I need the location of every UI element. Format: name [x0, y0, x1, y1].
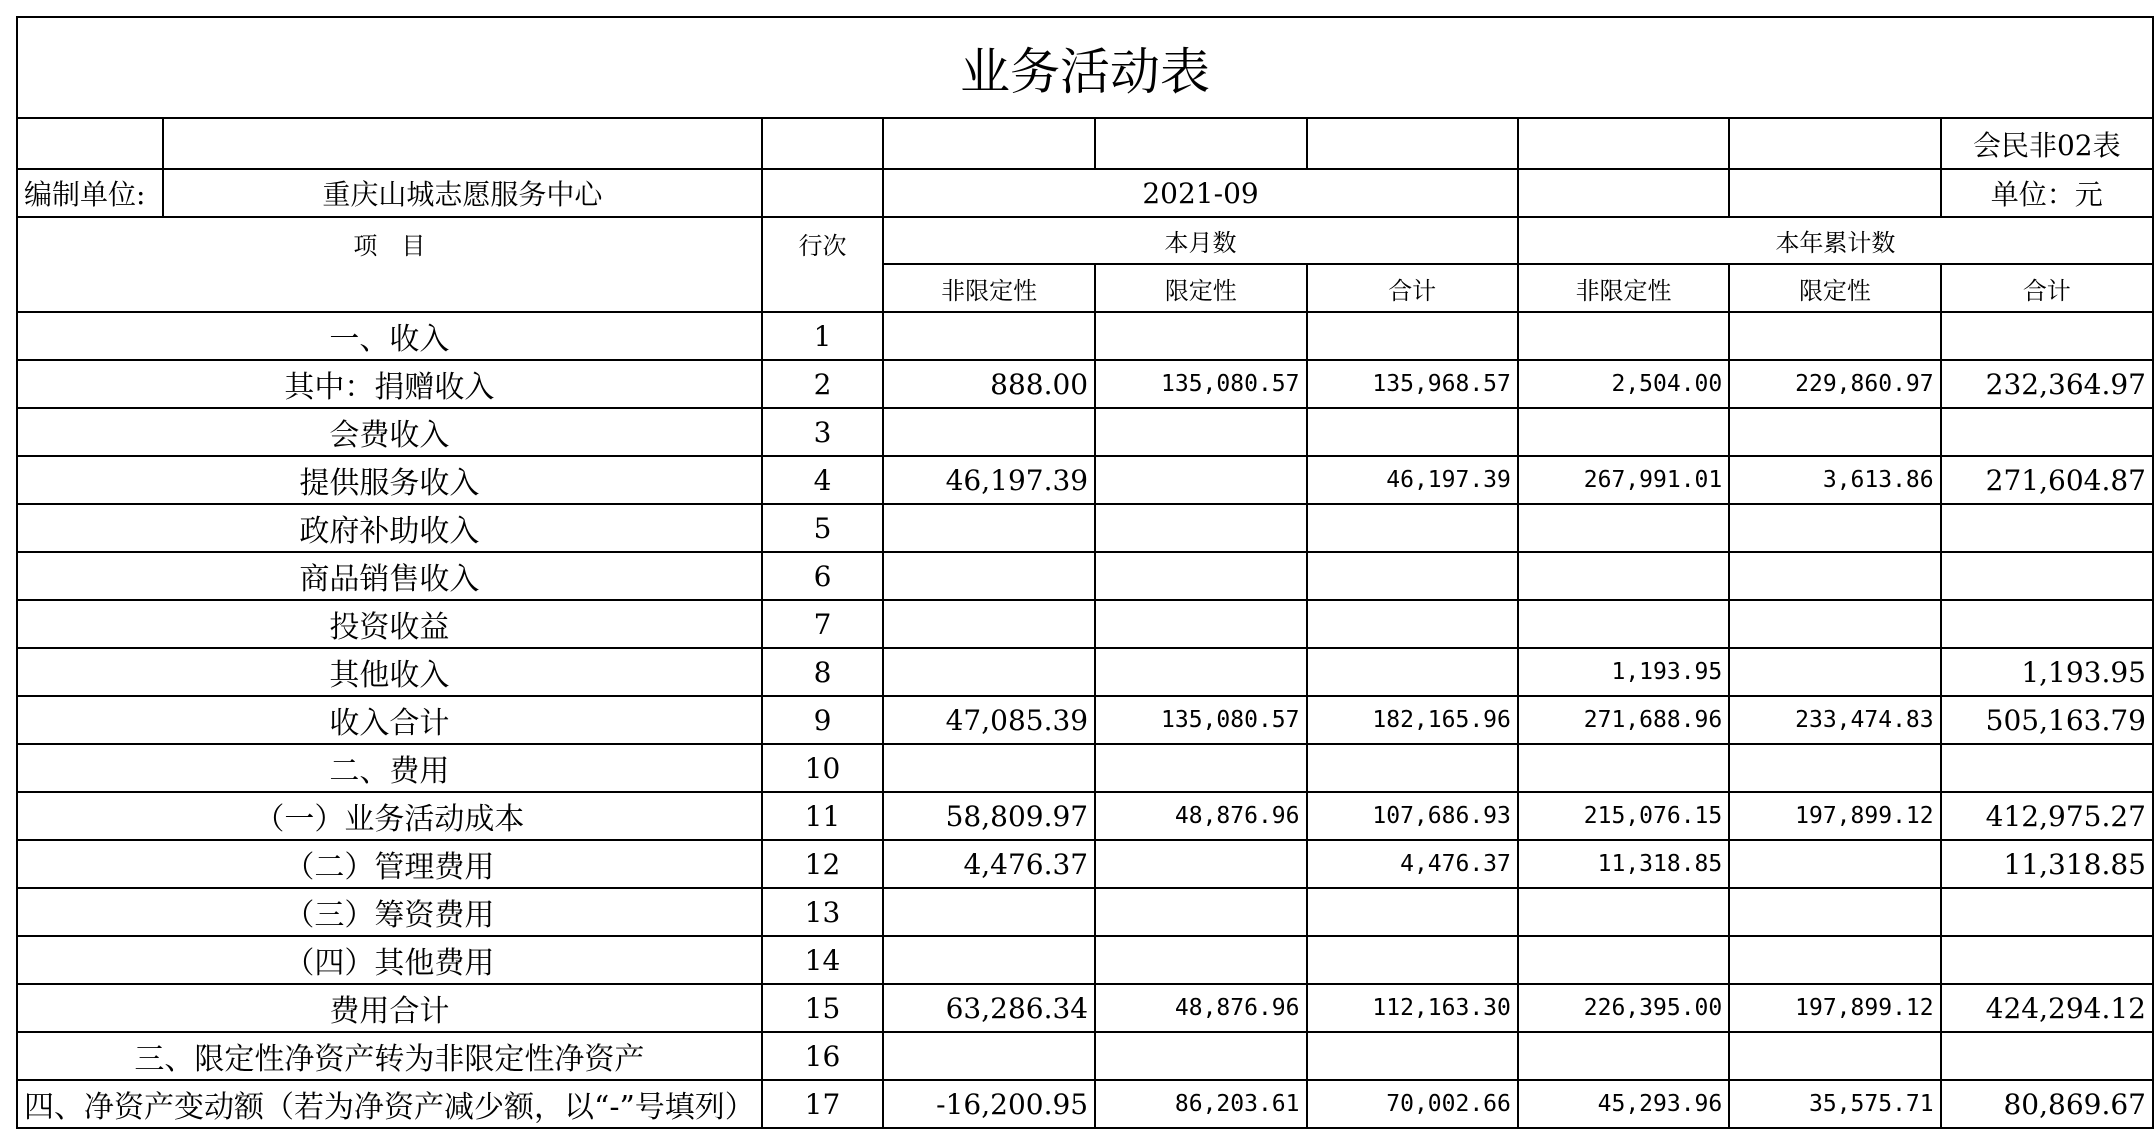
month-restricted-value — [1095, 552, 1306, 600]
month-total-value — [1307, 1032, 1518, 1080]
year-total-value: 232,364.97 — [1941, 360, 2153, 408]
blank-cell — [762, 118, 883, 169]
month-restricted-value: 135,080.57 — [1095, 696, 1306, 744]
year-restricted-value: 197,899.12 — [1729, 984, 1940, 1032]
year-restricted-value — [1729, 312, 1940, 360]
year-restricted-value: 197,899.12 — [1729, 792, 1940, 840]
blank-cell — [1095, 118, 1306, 169]
year-restricted-value: 35,575.71 — [1729, 1080, 1940, 1128]
month-unrestricted-value — [883, 504, 1095, 552]
month-unrestricted-value — [883, 648, 1095, 696]
row-item-label: （三）筹资费用 — [17, 888, 762, 936]
month-total-value — [1307, 648, 1518, 696]
table-row — [17, 408, 2153, 456]
table-row — [17, 696, 2153, 744]
year-total-value — [1941, 600, 2153, 648]
row-item-label: 其他收入 — [17, 648, 762, 696]
year-unrestricted-value — [1518, 552, 1729, 600]
table-row — [17, 360, 2153, 408]
blank-cell — [1729, 169, 1940, 217]
table-row — [17, 312, 2153, 360]
row-number: 3 — [762, 408, 883, 456]
month-unrestricted-value: 58,809.97 — [883, 792, 1095, 840]
row-number: 2 — [762, 360, 883, 408]
header-month-restricted: 限定性 — [1095, 264, 1306, 312]
row-number: 7 — [762, 600, 883, 648]
row-item-label: 四、净资产变动额（若为净资产减少额，以“-”号填列） — [17, 1080, 762, 1128]
row-number: 12 — [762, 840, 883, 888]
year-unrestricted-value — [1518, 744, 1729, 792]
row-item-label: 其中：捐赠收入 — [17, 360, 762, 408]
month-unrestricted-value: 4,476.37 — [883, 840, 1095, 888]
row-item-label: 提供服务收入 — [17, 456, 762, 504]
table-row — [17, 840, 2153, 888]
table-row — [17, 888, 2153, 936]
year-restricted-value: 3,613.86 — [1729, 456, 1940, 504]
year-total-value: 412,975.27 — [1941, 792, 2153, 840]
year-total-value: 1,193.95 — [1941, 648, 2153, 696]
year-unrestricted-value: 215,076.15 — [1518, 792, 1729, 840]
row-item-label: 一、收入 — [17, 312, 762, 360]
month-restricted-value — [1095, 408, 1306, 456]
month-unrestricted-value — [883, 888, 1095, 936]
year-restricted-value — [1729, 744, 1940, 792]
month-restricted-value: 48,876.96 — [1095, 792, 1306, 840]
table-row — [17, 984, 2153, 1032]
header-year-restricted: 限定性 — [1729, 264, 1940, 312]
month-unrestricted-value — [883, 936, 1095, 984]
row-item-label: （一）业务活动成本 — [17, 792, 762, 840]
row-number: 16 — [762, 1032, 883, 1080]
year-unrestricted-value — [1518, 936, 1729, 984]
table-row — [17, 792, 2153, 840]
month-unrestricted-value — [883, 600, 1095, 648]
header-year-unrestricted: 非限定性 — [1518, 264, 1729, 312]
header-this-month: 本月数 — [883, 217, 1518, 264]
row-number: 1 — [762, 312, 883, 360]
year-unrestricted-value: 2,504.00 — [1518, 360, 1729, 408]
row-item-label: 商品销售收入 — [17, 552, 762, 600]
month-unrestricted-value: 47,085.39 — [883, 696, 1095, 744]
year-unrestricted-value: 11,318.85 — [1518, 840, 1729, 888]
table-row — [17, 504, 2153, 552]
month-total-value — [1307, 504, 1518, 552]
month-unrestricted-value — [883, 744, 1095, 792]
year-unrestricted-value — [1518, 1032, 1729, 1080]
row-number: 4 — [762, 456, 883, 504]
blank-cell — [17, 118, 163, 169]
row-number: 5 — [762, 504, 883, 552]
row-item-label: 政府补助收入 — [17, 504, 762, 552]
month-restricted-value — [1095, 504, 1306, 552]
month-unrestricted-value — [883, 408, 1095, 456]
blank-cell — [163, 118, 762, 169]
row-item-label: 收入合计 — [17, 696, 762, 744]
month-total-value — [1307, 600, 1518, 648]
month-restricted-value — [1095, 600, 1306, 648]
month-total-value: 4,476.37 — [1307, 840, 1518, 888]
header-item: 项 目 — [17, 217, 762, 312]
year-total-value: 80,869.67 — [1941, 1080, 2153, 1128]
month-total-value — [1307, 408, 1518, 456]
header-month-total: 合计 — [1307, 264, 1518, 312]
row-item-label: 二、费用 — [17, 744, 762, 792]
row-number: 13 — [762, 888, 883, 936]
month-unrestricted-value — [883, 1032, 1095, 1080]
row-item-label: 会费收入 — [17, 408, 762, 456]
year-total-value: 424,294.12 — [1941, 984, 2153, 1032]
row-number: 6 — [762, 552, 883, 600]
org-name: 重庆山城志愿服务中心 — [163, 169, 762, 217]
table-row — [17, 600, 2153, 648]
row-item-label: （二）管理费用 — [17, 840, 762, 888]
month-total-value — [1307, 312, 1518, 360]
year-restricted-value — [1729, 1032, 1940, 1080]
month-unrestricted-value — [883, 312, 1095, 360]
header-this-year: 本年累计数 — [1518, 217, 2153, 264]
year-unrestricted-value — [1518, 600, 1729, 648]
month-restricted-value — [1095, 840, 1306, 888]
month-total-value: 182,165.96 — [1307, 696, 1518, 744]
month-unrestricted-value: 888.00 — [883, 360, 1095, 408]
table-row — [17, 1080, 2153, 1128]
month-unrestricted-value: 46,197.39 — [883, 456, 1095, 504]
month-total-value: 107,686.93 — [1307, 792, 1518, 840]
year-restricted-value — [1729, 840, 1940, 888]
row-number: 15 — [762, 984, 883, 1032]
month-restricted-value — [1095, 312, 1306, 360]
year-total-value — [1941, 408, 2153, 456]
month-restricted-value — [1095, 1032, 1306, 1080]
table-row — [17, 456, 2153, 504]
year-unrestricted-value: 271,688.96 — [1518, 696, 1729, 744]
year-unrestricted-value: 1,193.95 — [1518, 648, 1729, 696]
year-unrestricted-value — [1518, 888, 1729, 936]
row-item-label: （四）其他费用 — [17, 936, 762, 984]
month-restricted-value — [1095, 888, 1306, 936]
year-unrestricted-value — [1518, 408, 1729, 456]
year-total-value — [1941, 744, 2153, 792]
row-item-label: 三、限定性净资产转为非限定性净资产 — [17, 1032, 762, 1080]
blank-cell — [762, 169, 883, 217]
org-label: 编制单位: — [17, 169, 163, 217]
header-year-total: 合计 — [1941, 264, 2153, 312]
year-unrestricted-value: 45,293.96 — [1518, 1080, 1729, 1128]
blank-cell — [1518, 118, 1729, 169]
month-total-value: 70,002.66 — [1307, 1080, 1518, 1128]
year-restricted-value — [1729, 936, 1940, 984]
year-restricted-value — [1729, 888, 1940, 936]
blank-cell — [1729, 118, 1940, 169]
row-number: 9 — [762, 696, 883, 744]
row-number: 8 — [762, 648, 883, 696]
row-item-label: 费用合计 — [17, 984, 762, 1032]
row-number: 17 — [762, 1080, 883, 1128]
year-total-value — [1941, 888, 2153, 936]
activity-statement-sheet — [16, 16, 2154, 1129]
year-restricted-value — [1729, 648, 1940, 696]
year-total-value: 505,163.79 — [1941, 696, 2153, 744]
year-restricted-value: 233,474.83 — [1729, 696, 1940, 744]
year-unrestricted-value — [1518, 504, 1729, 552]
month-total-value — [1307, 936, 1518, 984]
blank-cell — [1518, 169, 1729, 217]
month-total-value — [1307, 744, 1518, 792]
month-unrestricted-value — [883, 552, 1095, 600]
month-total-value — [1307, 552, 1518, 600]
row-item-label: 投资收益 — [17, 600, 762, 648]
month-unrestricted-value: 63,286.34 — [883, 984, 1095, 1032]
month-restricted-value — [1095, 744, 1306, 792]
month-restricted-value — [1095, 936, 1306, 984]
month-restricted-value — [1095, 456, 1306, 504]
year-total-value — [1941, 552, 2153, 600]
blank-cell — [1307, 118, 1518, 169]
blank-cell — [883, 118, 1095, 169]
year-total-value — [1941, 504, 2153, 552]
year-unrestricted-value — [1518, 312, 1729, 360]
period: 2021-09 — [883, 169, 1518, 217]
table-row — [17, 1032, 2153, 1080]
row-number: 14 — [762, 936, 883, 984]
year-total-value — [1941, 1032, 2153, 1080]
month-total-value: 112,163.30 — [1307, 984, 1518, 1032]
year-unrestricted-value: 267,991.01 — [1518, 456, 1729, 504]
statement-title: 业务活动表 — [17, 17, 2153, 118]
year-restricted-value — [1729, 600, 1940, 648]
year-unrestricted-value: 226,395.00 — [1518, 984, 1729, 1032]
table-row — [17, 936, 2153, 984]
year-restricted-value: 229,860.97 — [1729, 360, 1940, 408]
unit-label: 单位：元 — [1941, 169, 2153, 217]
table-row — [17, 552, 2153, 600]
year-total-value: 11,318.85 — [1941, 840, 2153, 888]
year-total-value: 271,604.87 — [1941, 456, 2153, 504]
row-number: 11 — [762, 792, 883, 840]
form-code: 会民非02表 — [1941, 118, 2153, 169]
table-row — [17, 744, 2153, 792]
year-restricted-value — [1729, 552, 1940, 600]
header-row-no: 行次 — [762, 217, 883, 312]
row-number: 10 — [762, 744, 883, 792]
month-restricted-value: 48,876.96 — [1095, 984, 1306, 1032]
year-restricted-value — [1729, 504, 1940, 552]
year-restricted-value — [1729, 408, 1940, 456]
month-restricted-value — [1095, 648, 1306, 696]
header-month-unrestricted: 非限定性 — [883, 264, 1095, 312]
year-total-value — [1941, 936, 2153, 984]
month-restricted-value: 86,203.61 — [1095, 1080, 1306, 1128]
month-total-value: 46,197.39 — [1307, 456, 1518, 504]
month-total-value — [1307, 888, 1518, 936]
year-total-value — [1941, 312, 2153, 360]
month-restricted-value: 135,080.57 — [1095, 360, 1306, 408]
month-total-value: 135,968.57 — [1307, 360, 1518, 408]
table-row — [17, 648, 2153, 696]
activity-statement-table — [16, 16, 2154, 1129]
month-unrestricted-value: -16,200.95 — [883, 1080, 1095, 1128]
